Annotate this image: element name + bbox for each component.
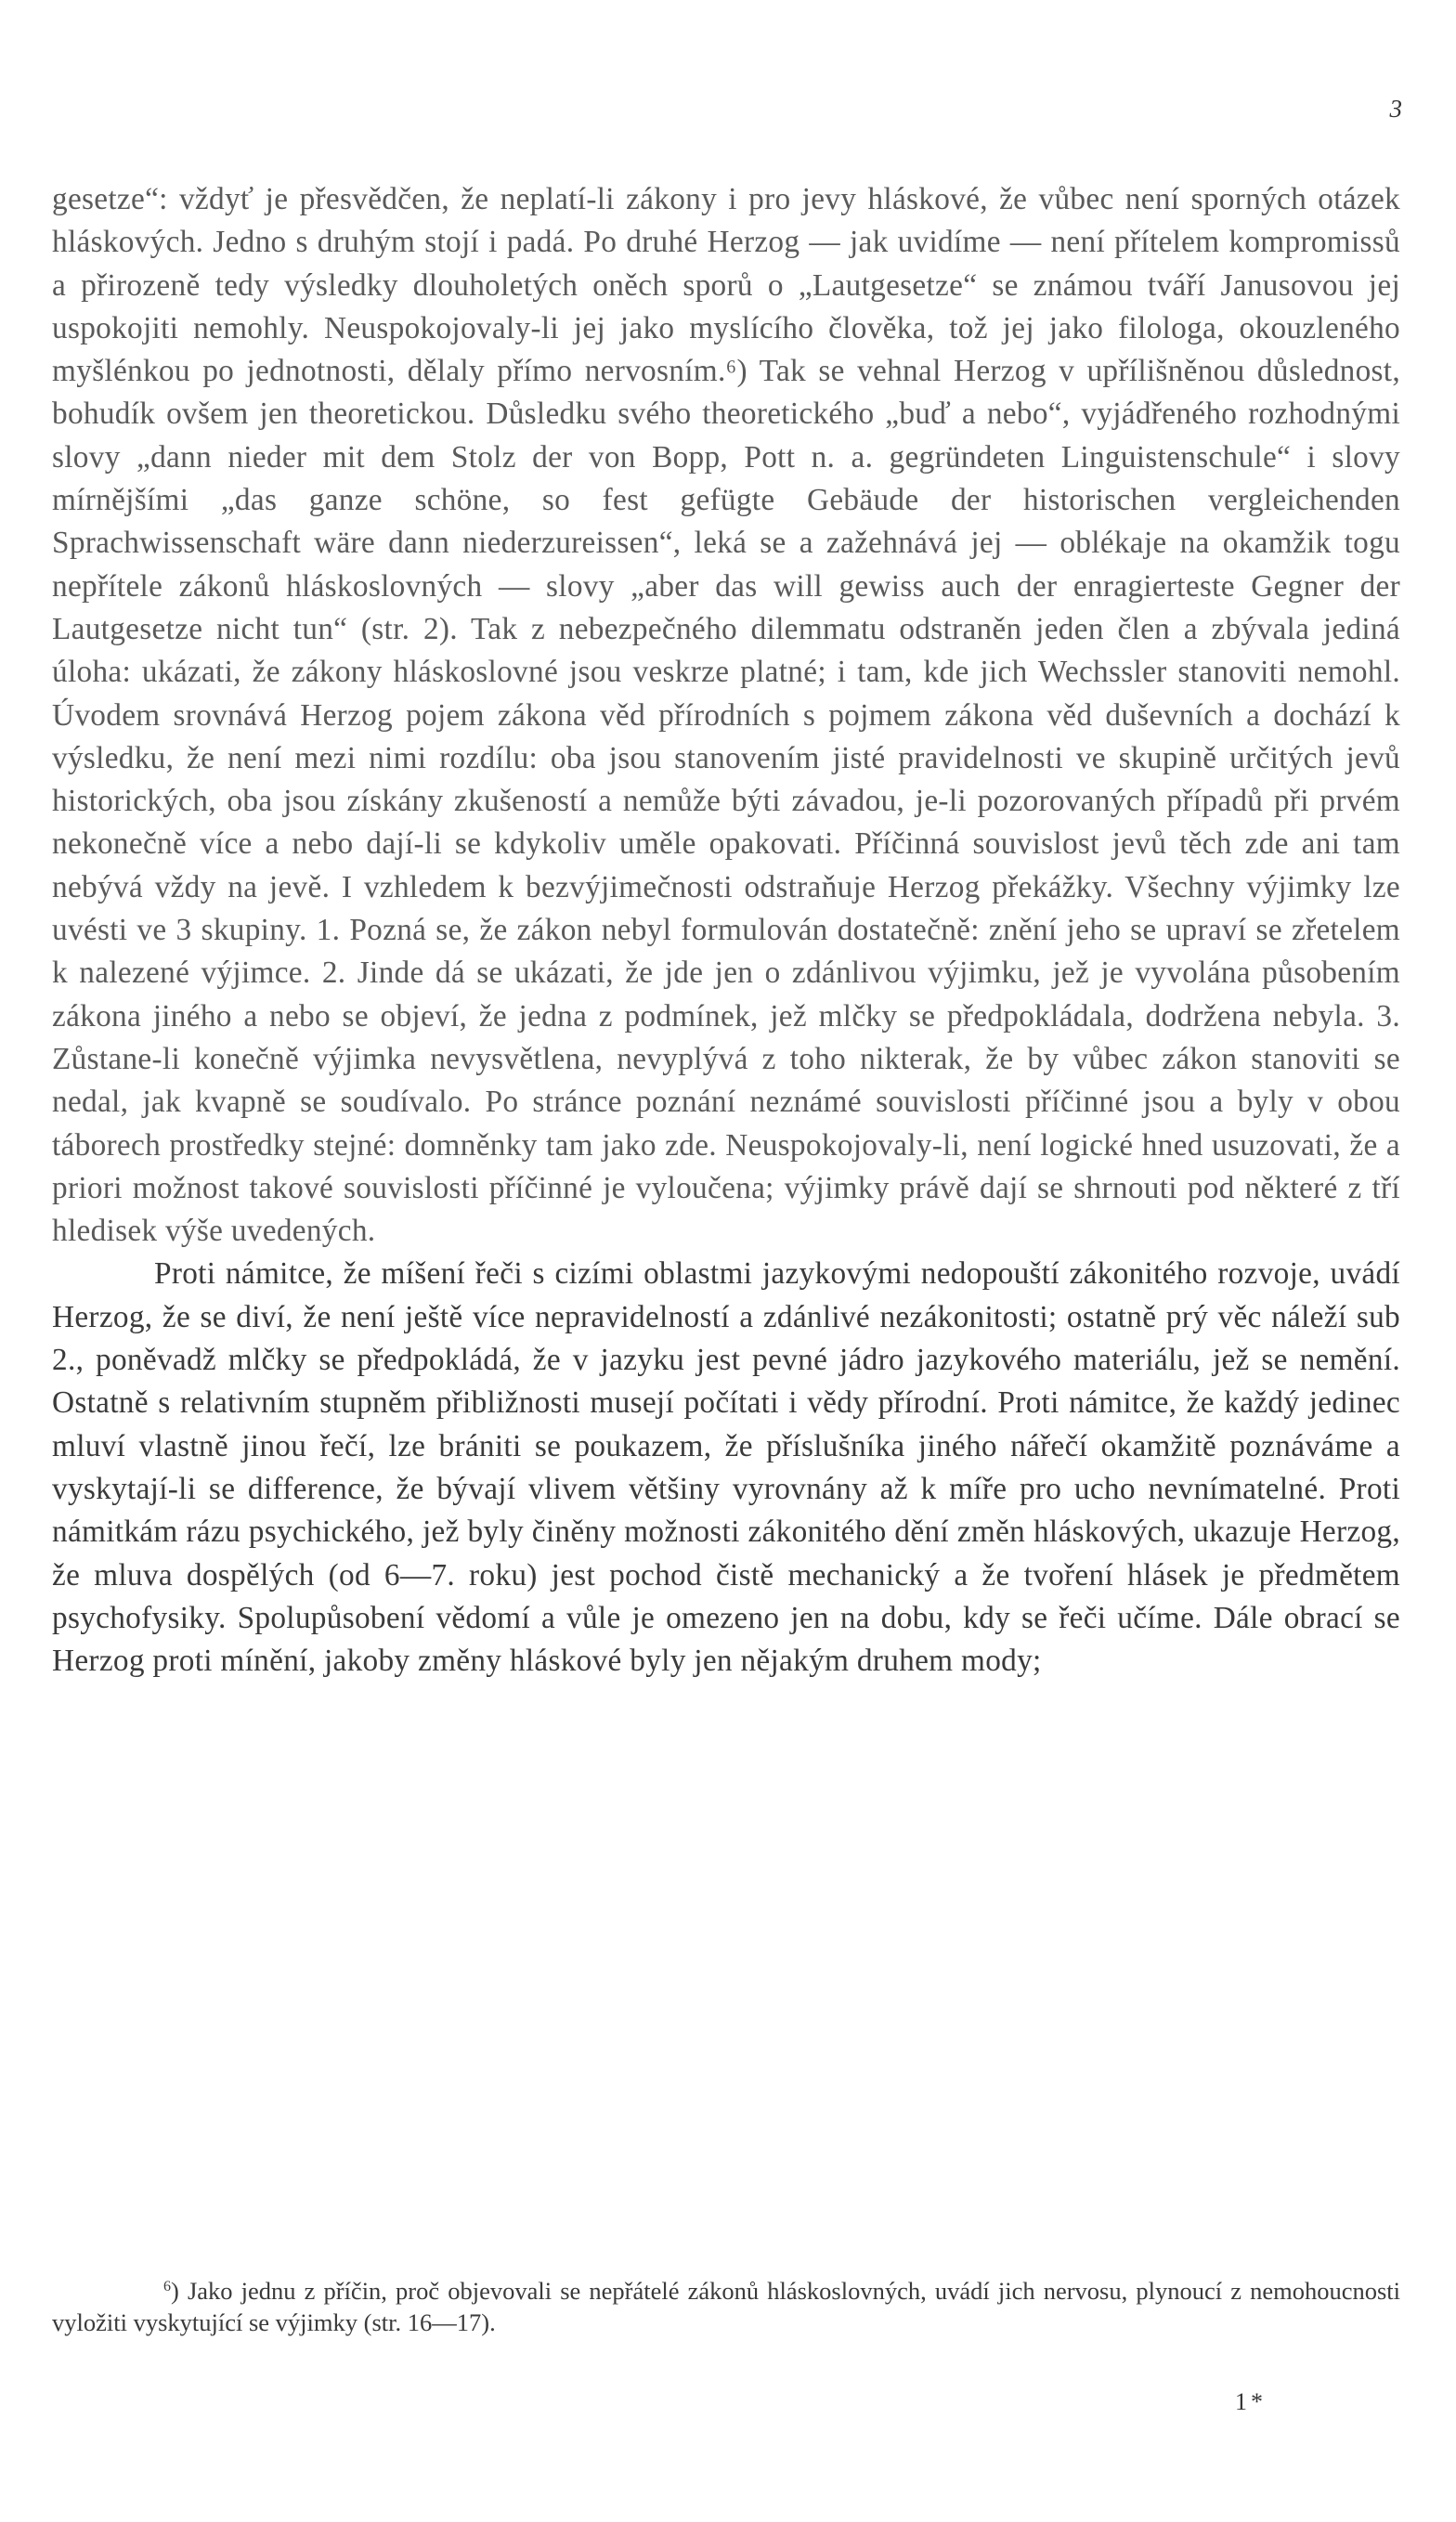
footnote-marker: 6 — [163, 2279, 171, 2294]
paragraph-1: gesetze“: vždyť je přesvědčen, že neplatí-li zákony i pro jevy hláskové, že vůbec není sporných otázek hláskových. Jedno s druhým stojí i padá. Po druhé Herzog — jak uvidíme — není přítelem kompromissů a přirozeně tedy výsledky dlouholetých oněch sporů o „Lautgesetze“ se známou tváří Janusovou jej uspokojiti nemohly. Neuspokojovaly-li jej jako myslícího člověka, tož jej jako filologa, okouzleného myšlénkou po jednotnosti, dělaly přímo nervosním.⁶) Tak se vehnal Herzog v upřílišněnou důslednost, bohudík ovšem jen theoretickou. Důsledku svého theoretického „buď a nebo“, vyjádřeného rozhodnými slovy „dann nieder mit dem Stolz der von Bopp, Pott n. a. gegründeten Linguistenschule“ i slovy mírnějšími „das ganze schöne, so fest gefügte Gebäude der historischen vergleichenden Sprachwissenschaft wäre dann niederzureissen“, leká se a zažehnává jej — oblékaje na okamžik togu nepřítele zákonů hláskoslovných — slovy „aber das will gewiss auch der enragierteste Gegner der Lautgesetze nicht tun“ (str. 2). Tak z nebezpečného dilemmatu odstraněn jeden člen a zbývala jediná úloha: ukázati, že zákony hláskoslovné jsou veskrze platné; i tam, kde jich Wechssler stanoviti nemohl. Úvodem srovnává Herzog pojem zákona věd přírodních s pojmem zákona věd duševních a dochází k výsledku, že není mezi nimi rozdílu: oba jsou stanovením jisté pravidelnosti ve skupině určitých jevů historických, oba jsou získány zkušeností a nemůže býti závadou, je-li pozorovaných případů při prvém nekonečně více a nebo dají-li se kdykoliv uměle opakovati. Příčinná souvislost jevů těch zde ani tam nebývá vždy na jevě. I vzhledem k bezvýjimečnosti odstraňuje Herzog překážky. Všechny výjimky lze uvésti ve 3 skupiny. 1. Pozná se, že zákon nebyl formulován dostatečně: znění jeho se upraví se zřetelem k nalezené výjimce. 2. Jinde dá se ukázati, že jde jen o zdánlivou výjimku, jež je vyvolána působením zákona jiného a nebo se objeví, že jedna z podmínek, jež mlčky se předpokládala, dodržena nebyla. 3. Zůstane-li konečně výjimka nevysvětlena, nevyplývá z toho nikterak, že by vůbec zákon stanoviti se nedal, jak kvapně se soudívalo. Po stránce poznání neznámé souvislosti příčinné jsou a byly v obou táborech prostředky stejné: domněnky tam jako zde. Neuspokojovaly-li, není logické hned usuzovati, že a priori možnost takové souvislosti příčinné je vyloučena; výjimky právě dají se shrnouti pod některé z tří hledisek výše uvedených. — [52, 182, 1400, 1249]
paragraph-2: Proti námitce, že míšení řeči s cizími oblastmi jazykovými nedopouští zákonitého rozvoje, uvádí Herzog, že se diví, že není ještě více nepravidelností a zdánlivé nezákonitosti; ostatně prý věc náleží sub 2., poněvadž mlčky se předpokládá, že v jazyku jest pevné jádro jazykového materiálu, jež se nemění. Ostatně s relativním stupněm přibližnosti musejí počítati i vědy přírodní. Proti námitce, že každý jedinec mluví vlastně jinou řečí, lze brániti se poukazem, že příslušníka jiného nářečí okamžitě poznáváme a vyskytají-li se difference, že bývají vlivem většiny vyrovnány až k míře pro ucho nevnímatelné. Proti námitkám rázu psychického, jež byly činěny možnosti zákonitého dění změn hláskových, ukazuje Herzog, že mluva dospělých (od 6—7. roku) jest pochod čistě mechanický a že tvoření hlásek je předmětem psychofysiky. Spolupůsobení vědomí a vůle je omezeno jen na dobu, kdy se řeči učíme. Dále obrací se Herzog proti mínění, jakoby změny hláskové byly jen nějakým druhem mody; — [52, 1256, 1400, 1679]
footnote-text: ) Jako jednu z příčin, proč objevovali se nepřátelé zákonů hláskoslovných, uvádí jich nervosu, plynoucí z nemohoucnosti vyložiti vyskytující se výjimky (str. 16—17). — [52, 2277, 1400, 2336]
page-number: 3 — [1389, 95, 1402, 123]
signature-mark: 1* — [1235, 2388, 1267, 2415]
footnote — [52, 2271, 1400, 2338]
body-text — [52, 178, 1400, 1683]
